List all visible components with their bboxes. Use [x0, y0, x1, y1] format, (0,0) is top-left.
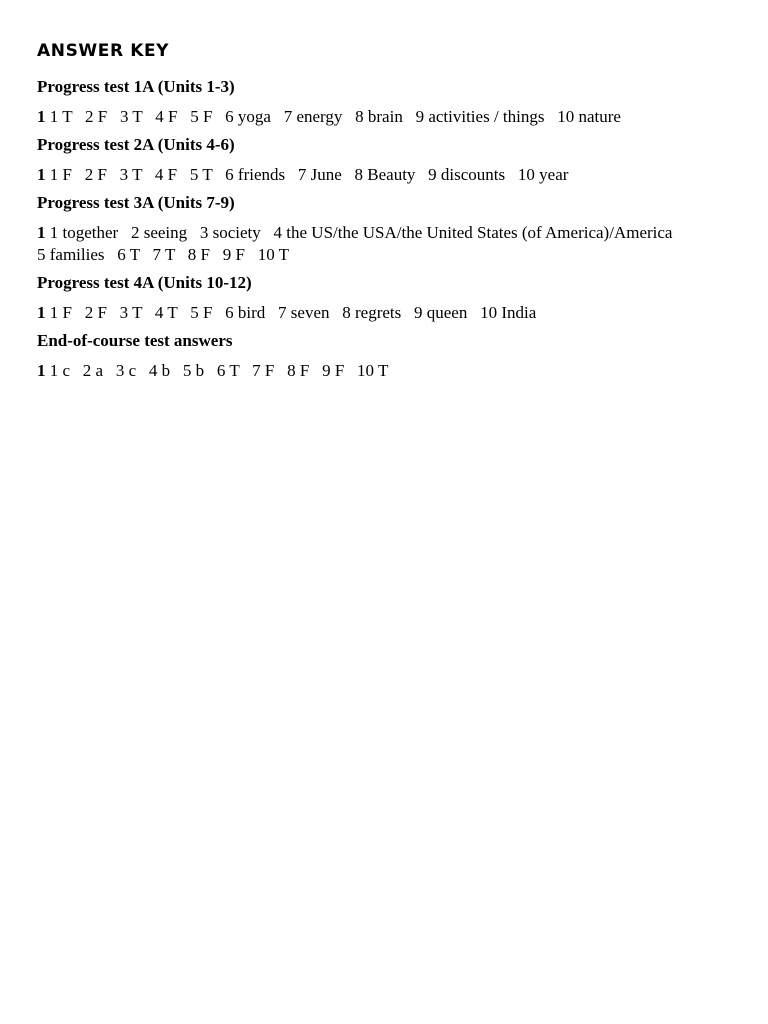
question-number: 1 — [37, 223, 46, 242]
section-heading: End-of-course test answers — [37, 331, 233, 350]
answers-text: 1 F 2 F 3 T 4 F 5 T 6 friends 7 June 8 Beauty 9 discounts 10 year — [45, 165, 569, 184]
answers-text: 1 T 2 F 3 T 4 F 5 F 6 yoga 7 energy 8 brain 9 activities / things 10 nature — [45, 107, 621, 126]
answers-text: 1 F 2 F 3 T 4 T 5 F 6 bird 7 seven 8 regrets 9 queen 10 India — [45, 303, 537, 322]
answers-text: 1 together 2 seeing 3 society 4 the US/the USA/the United States (of America)/America 5 families 6 T 7 T 8 F 9 F 10 T — [37, 223, 673, 264]
section-heading: Progress test 2A (Units 4-6) — [37, 135, 235, 154]
answer-line — [37, 360, 737, 382]
answer-line — [37, 302, 737, 324]
section-heading: Progress test 3A (Units 7-9) — [37, 193, 235, 212]
question-number: 1 — [37, 107, 46, 126]
section-heading: Progress test 4A (Units 10-12) — [37, 273, 252, 292]
section-end-of-course — [37, 331, 737, 382]
question-number: 1 — [37, 165, 46, 184]
answer-line — [37, 222, 737, 266]
section-progress-test-4a — [37, 273, 737, 324]
answer-key-page — [37, 40, 737, 389]
answers-text: 1 c 2 a 3 c 4 b 5 b 6 T 7 F 8 F 9 F 10 T — [45, 361, 389, 380]
section-progress-test-2a — [37, 135, 737, 186]
question-number: 1 — [37, 361, 46, 380]
page-title: ANSWER KEY — [37, 41, 170, 61]
section-progress-test-1a — [37, 77, 737, 128]
answer-line — [37, 164, 737, 186]
answer-line — [37, 106, 737, 128]
question-number: 1 — [37, 303, 46, 322]
section-heading: Progress test 1A (Units 1-3) — [37, 77, 235, 96]
section-progress-test-3a — [37, 193, 737, 266]
